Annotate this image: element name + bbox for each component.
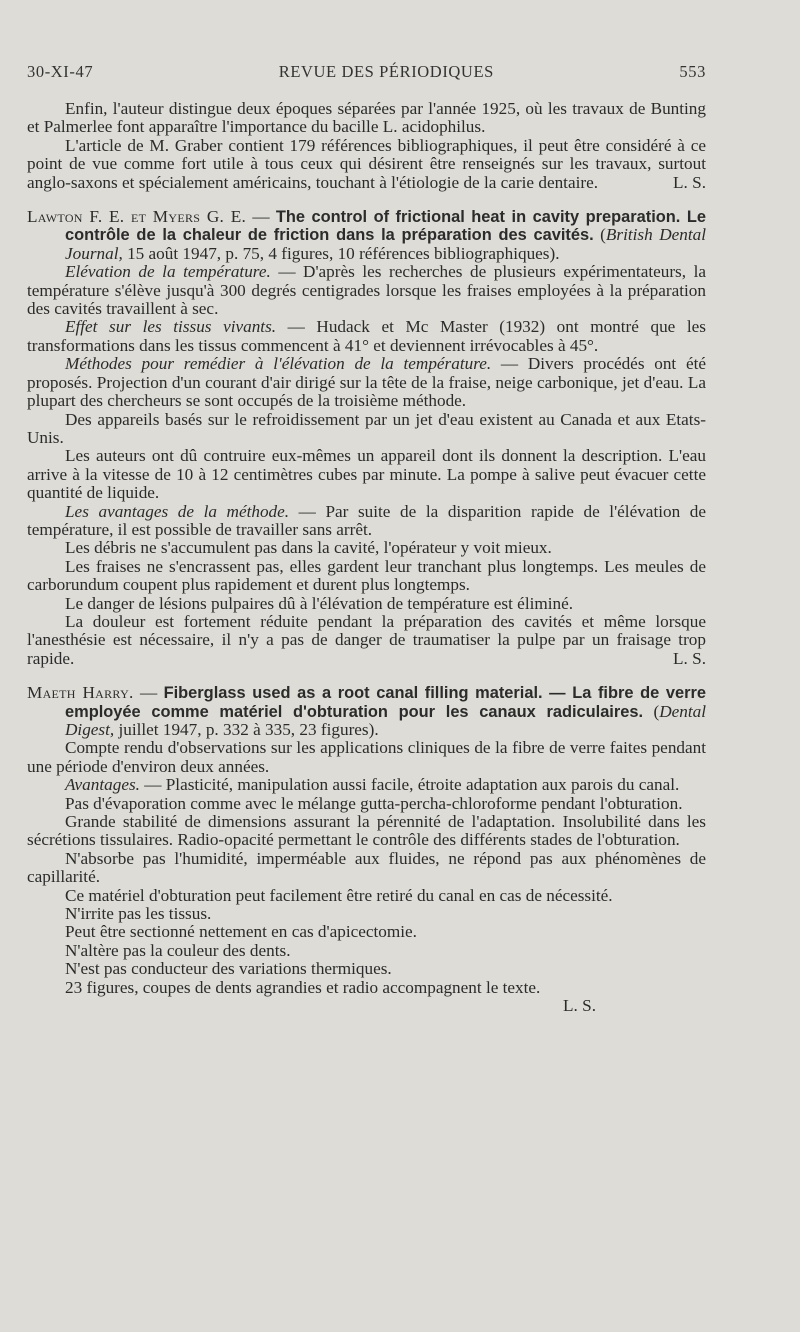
entry-1-p0-lead: Elévation de la température. [65, 262, 271, 282]
entry-1-p3-text: Des appareils basés sur le refroidissement par un jet d'eau existent au Canada et aux Etats-Unis. [27, 409, 706, 447]
entry-1-p8-text: Le danger de lésions pulpaires dû à l'élévation de température est éliminé. [65, 593, 574, 613]
entry-1-p4-text: Les auteurs ont dû contruire eux-mêmes un appareil dont ils donnent la description. L'eau arrive à la vitesse de 10 à 12 centimètres cubes par minute. La pompe à salive peut évacuer cette quantité de liquide. [27, 446, 706, 503]
page-number: 553 [679, 62, 706, 81]
entry-1-signature: L. S. [673, 648, 706, 668]
entry-1-paragraph [27, 503, 706, 540]
entry-1-journal: British Dental Journal, [65, 225, 706, 263]
entry-1-source-details: 15 août 1947, p. 75, 4 figures, 10 références bibliographiques). [122, 243, 560, 263]
entry-2-p0-text: Compte rendu d'observations sur les applications cliniques de la fibre de verre faites pendant une période d'environ deux années. [27, 738, 706, 776]
entry-1-p1-lead: Effet sur les tissus vivants. [65, 317, 277, 337]
entry-1-paragraph [27, 355, 706, 410]
entry-2-paragraph [27, 813, 706, 850]
entry-2-p5-text: Ce matériel d'obturation peut facilement être retiré du canal en cas de nécessité. [65, 885, 613, 905]
entry-1-source-open: ( [593, 225, 606, 245]
intro-paragraph-1: Enfin, l'auteur distingue deux époques séparées par l'année 1925, où les travaux de Bunting et Palmerlee font apparaître l'importance du bacille L. acidophilus. [27, 99, 706, 137]
entry-1-paragraph [27, 318, 706, 355]
journal-title: REVUE DES PÉRIODIQUES [278, 62, 494, 81]
entry-2-paragraph [27, 776, 706, 794]
entry-1-p2-text: — Divers procédés ont été proposés. Projection d'un courant d'air dirigé sur la tête de la fraise, neige carbonique, jet d'eau. La plupart des chercheurs se sont occupés de la troisième méthode. [27, 354, 706, 411]
entry-1-paragraph [27, 558, 706, 595]
entry-2-paragraph [27, 905, 706, 923]
entry-2-p6-text: N'irrite pas les tissus. [65, 904, 212, 924]
entry-2-p1-text: — Plasticité, manipulation aussi facile, étroite adaptation aux parois du canal. [139, 775, 680, 795]
review-entry-1-heading [27, 208, 706, 263]
entry-2-paragraph [27, 942, 706, 960]
entry-2-p2-text: Pas d'évaporation comme avec le mélange gutta-percha-chloroforme pendant l'obturation. [65, 793, 683, 813]
intro-paragraph-2 [27, 137, 706, 192]
entry-2-paragraph [27, 795, 706, 813]
entry-1-p1-text: — Hudack et Mc Master (1932) ont montré que les transformations dans les tissus commencent à 41° et deviennent irrévocables à 45°. [27, 317, 706, 355]
intro-paragraph-2-text: L'article de M. Graber contient 179 références bibliographiques, il peut être considéré à ce point de vue comme fort utile à tous ceux qui désirent être renseignés sur les travaux, surtout anglo-saxons et spécialement américains, touchant à l'étiologie de la carie dentaire. [27, 135, 706, 192]
issue-date: 30-XI-47 [27, 62, 94, 81]
entry-2-paragraph [27, 923, 706, 941]
entry-1-paragraph [27, 539, 706, 557]
running-header [27, 62, 706, 82]
entry-2-paragraph [27, 850, 706, 887]
entry-2-p3-text: Grande stabilité de dimensions assurant la pérennité de l'adaptation. Insolubilité dans les sécrétions tissulaires. Radio-opacité permettant le contrôle des différents stades de l'obturation. [27, 812, 706, 850]
entry-2-p9-text: N'est pas conducteur des variations thermiques. [65, 959, 392, 979]
entry-2-source-open: ( [643, 701, 660, 721]
entry-1-p0-text: — D'après les recherches de plusieurs expérimentateurs, la température s'élève jusqu'à 300 degrés centigrades lorsque les fraises employées à la préparation des cavités travaillent à sec. [27, 262, 706, 319]
page-body [27, 100, 706, 1016]
entry-1-dash: — [246, 207, 276, 227]
entry-1-paragraph [27, 595, 706, 613]
entry-1-authors: Lawton F. E. et Myers G. E. [27, 207, 247, 227]
entry-2-p7-text: Peut être sectionné nettement en cas d'apicectomie. [65, 922, 417, 942]
entry-2-dash: — [133, 683, 164, 703]
entry-2-paragraph [27, 887, 706, 905]
entry-2-signature: L. S. [563, 996, 596, 1016]
entry-2-p10-text: 23 figures, coupes de dents agrandies et radio accompagnent le texte. [65, 977, 541, 997]
entry-1-p7-text: Les fraises ne s'encrassent pas, elles gardent leur tranchant plus longtemps. Les meules de carborundum coupent plus rapidement et durent plus longtemps. [27, 556, 706, 595]
entry-1-p5-text: — Par suite de la disparition rapide de l'élévation de température, il est possible de travailler sans arrêt. [27, 501, 706, 539]
entry-1-paragraph [27, 613, 706, 668]
review-entry-2-heading [27, 684, 706, 739]
entry-1-paragraph [27, 411, 706, 448]
entry-2-paragraph [27, 979, 706, 997]
entry-2-p1-lead: Avantages. [65, 775, 140, 795]
entry-1-title: The control of frictional heat in cavity preparation. Le contrôle de la chaleur de friction dans la préparation des cavités. [65, 208, 706, 245]
entry-1-paragraph [27, 263, 706, 318]
entry-2-paragraph [27, 960, 706, 978]
entry-2-authors: Maeth Harry. [27, 683, 134, 703]
entry-2-p8-text: N'altère pas la couleur des dents. [65, 940, 291, 960]
entry-2-title: Fiberglass used as a root canal filling material. — La fibre de verre employée comme matériel d'obturation pour les canaux radiculaires. [65, 684, 707, 721]
intro-signature: L. S. [673, 172, 706, 192]
entry-2-paragraph [27, 739, 706, 776]
entry-2-journal: Dental Digest, [65, 701, 706, 739]
entry-1-p6-text: Les débris ne s'accumulent pas dans la cavité, l'opérateur y voit mieux. [65, 538, 552, 558]
entry-1-p9-text: La douleur est fortement réduite pendant la préparation des cavités et même lorsque l'anesthésie est nécessaire, il n'y a pas de danger de traumatiser la pulpe par un fraisage trop rapide. [27, 611, 706, 668]
entry-1-paragraph [27, 447, 706, 502]
entry-2-source-details: juillet 1947, p. 332 à 335, 23 figures). [114, 720, 379, 739]
entry-1-p2-lead: Méthodes pour remédier à l'élévation de la température. [65, 354, 492, 374]
entry-1-p5-lead: Les avantages de la méthode. [65, 501, 290, 521]
entry-2-p4-text: N'absorbe pas l'humidité, imperméable aux fluides, ne répond pas aux phénomènes de capillarité. [27, 848, 706, 887]
